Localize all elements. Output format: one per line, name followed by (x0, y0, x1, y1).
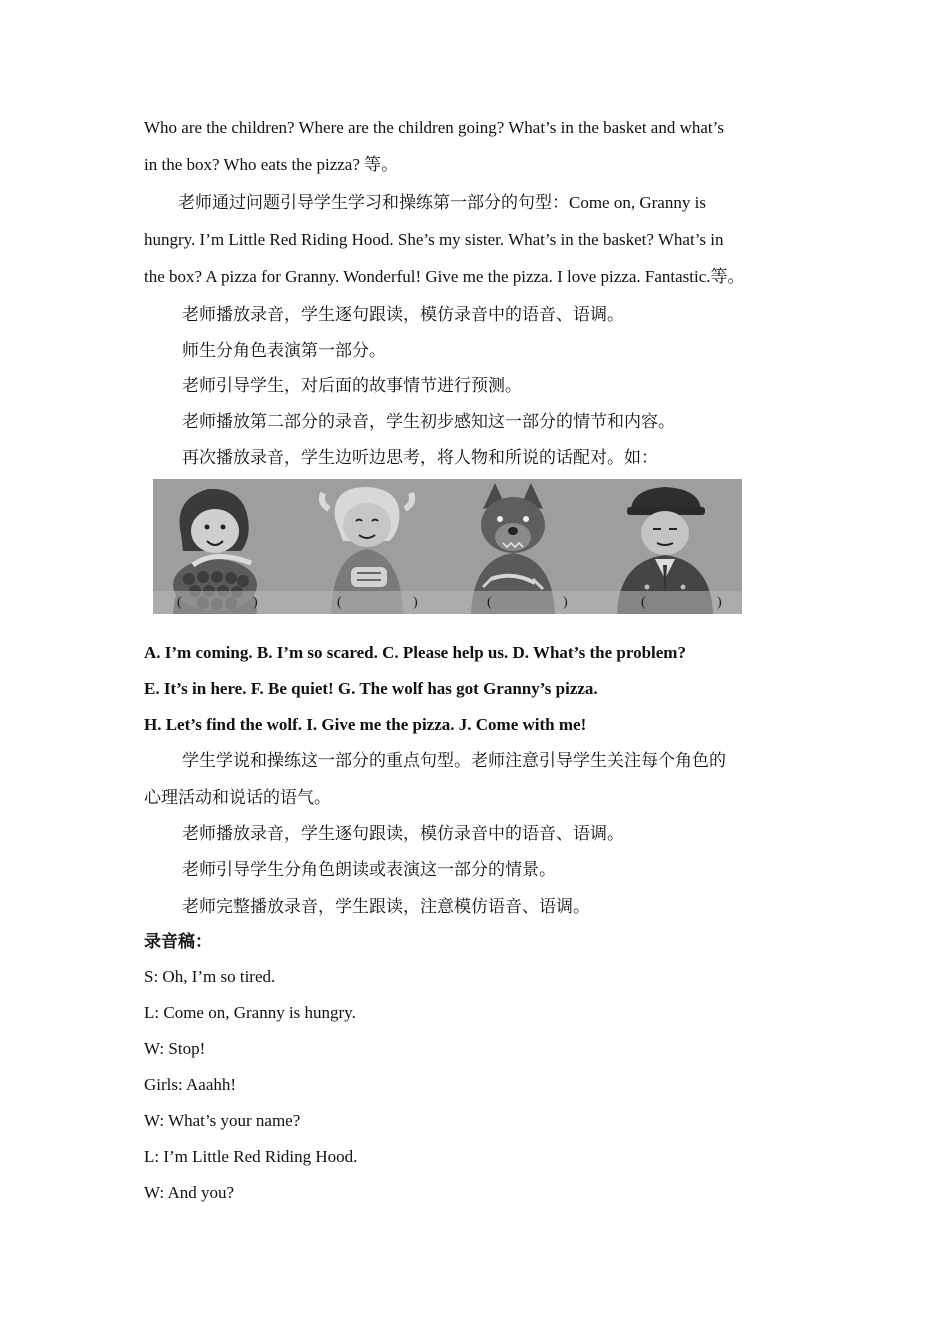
step-play-part-two: 老师播放第二部分的录音，学生初步感知这一部分的情节和内容。 (182, 412, 675, 431)
step-match-characters: 再次播放录音，学生边听边思考，将人物和所说的话配对。如： (182, 448, 658, 467)
step-predict-story: 老师引导学生，对后面的故事情节进行预测。 (182, 376, 522, 395)
blank-4-close: ) (717, 595, 722, 610)
transcript-line: S: Oh, I’m so tired. (144, 967, 276, 986)
transcript-line: W: And you? (144, 1183, 235, 1202)
paragraph-sentence-patterns-line-2: hungry. I’m Little Red Riding Hood. She’s my sister. What’s in the basket? What’s in (144, 230, 724, 249)
step-role-play: 师生分角色表演第一部分。 (182, 341, 386, 360)
transcript-line: W: Stop! (144, 1039, 206, 1058)
options-line-3: H. Let’s find the wolf. I. Give me the pizza. J. Come with me! (144, 715, 587, 734)
transcript-line: W: What’s your name? (144, 1111, 301, 1130)
blank-3-open: ( (487, 595, 492, 610)
blank-3-close: ) (563, 595, 568, 610)
step-play-recording: 老师播放录音，学生逐句跟读，模仿录音中的语音、语调。 (182, 305, 624, 324)
transcript-line: L: I’m Little Red Riding Hood. (144, 1147, 358, 1166)
blank-4-open: ( (641, 595, 646, 610)
paragraph-key-sentences-line-2: 心理活动和说话的语气。 (144, 788, 331, 807)
paragraph-sentence-patterns-line-1: 老师通过问题引导学生学习和操练第一部分的句型：Come on, Granny is (178, 193, 706, 212)
blank-2-close: ) (413, 595, 418, 610)
options-line-1: A. I’m coming. B. I’m so scared. C. Please help us. D. What’s the problem? (144, 643, 686, 662)
step-role-reading: 老师引导学生分角色朗读或表演这一部分的情景。 (182, 860, 556, 879)
step-full-playback: 老师完整播放录音，学生跟读，注意模仿语音、语调。 (182, 897, 590, 916)
blank-1-open: ( (177, 595, 182, 610)
blank-2-open: ( (337, 595, 342, 610)
transcript-heading: 录音稿： (144, 932, 212, 951)
paragraph-key-sentences-line-1: 学生学说和操练这一部分的重点句型。老师注意引导学生关注每个角色的 (182, 751, 726, 770)
paragraph-questions-line-1: Who are the children? Where are the children going? What’s in the basket and what’s (144, 118, 724, 137)
paragraph-questions-line-2: in the box? Who eats the pizza? 等。 (144, 155, 399, 174)
step-follow-reading: 老师播放录音，学生逐句跟读，模仿录音中的语音、语调。 (182, 824, 624, 843)
transcript-line: L: Come on, Granny is hungry. (144, 1003, 356, 1022)
blank-1-close: ) (253, 595, 258, 610)
transcript-line: Girls: Aaahh! (144, 1075, 237, 1094)
character-illustration (153, 479, 742, 614)
paragraph-sentence-patterns-line-3: the box? A pizza for Granny. Wonderful! Give me the pizza. I love pizza. Fantastic.等。 (144, 267, 745, 286)
character-illustration-drawing (153, 479, 742, 614)
options-line-2: E. It’s in here. F. Be quiet! G. The wolf has got Granny’s pizza. (144, 679, 598, 698)
